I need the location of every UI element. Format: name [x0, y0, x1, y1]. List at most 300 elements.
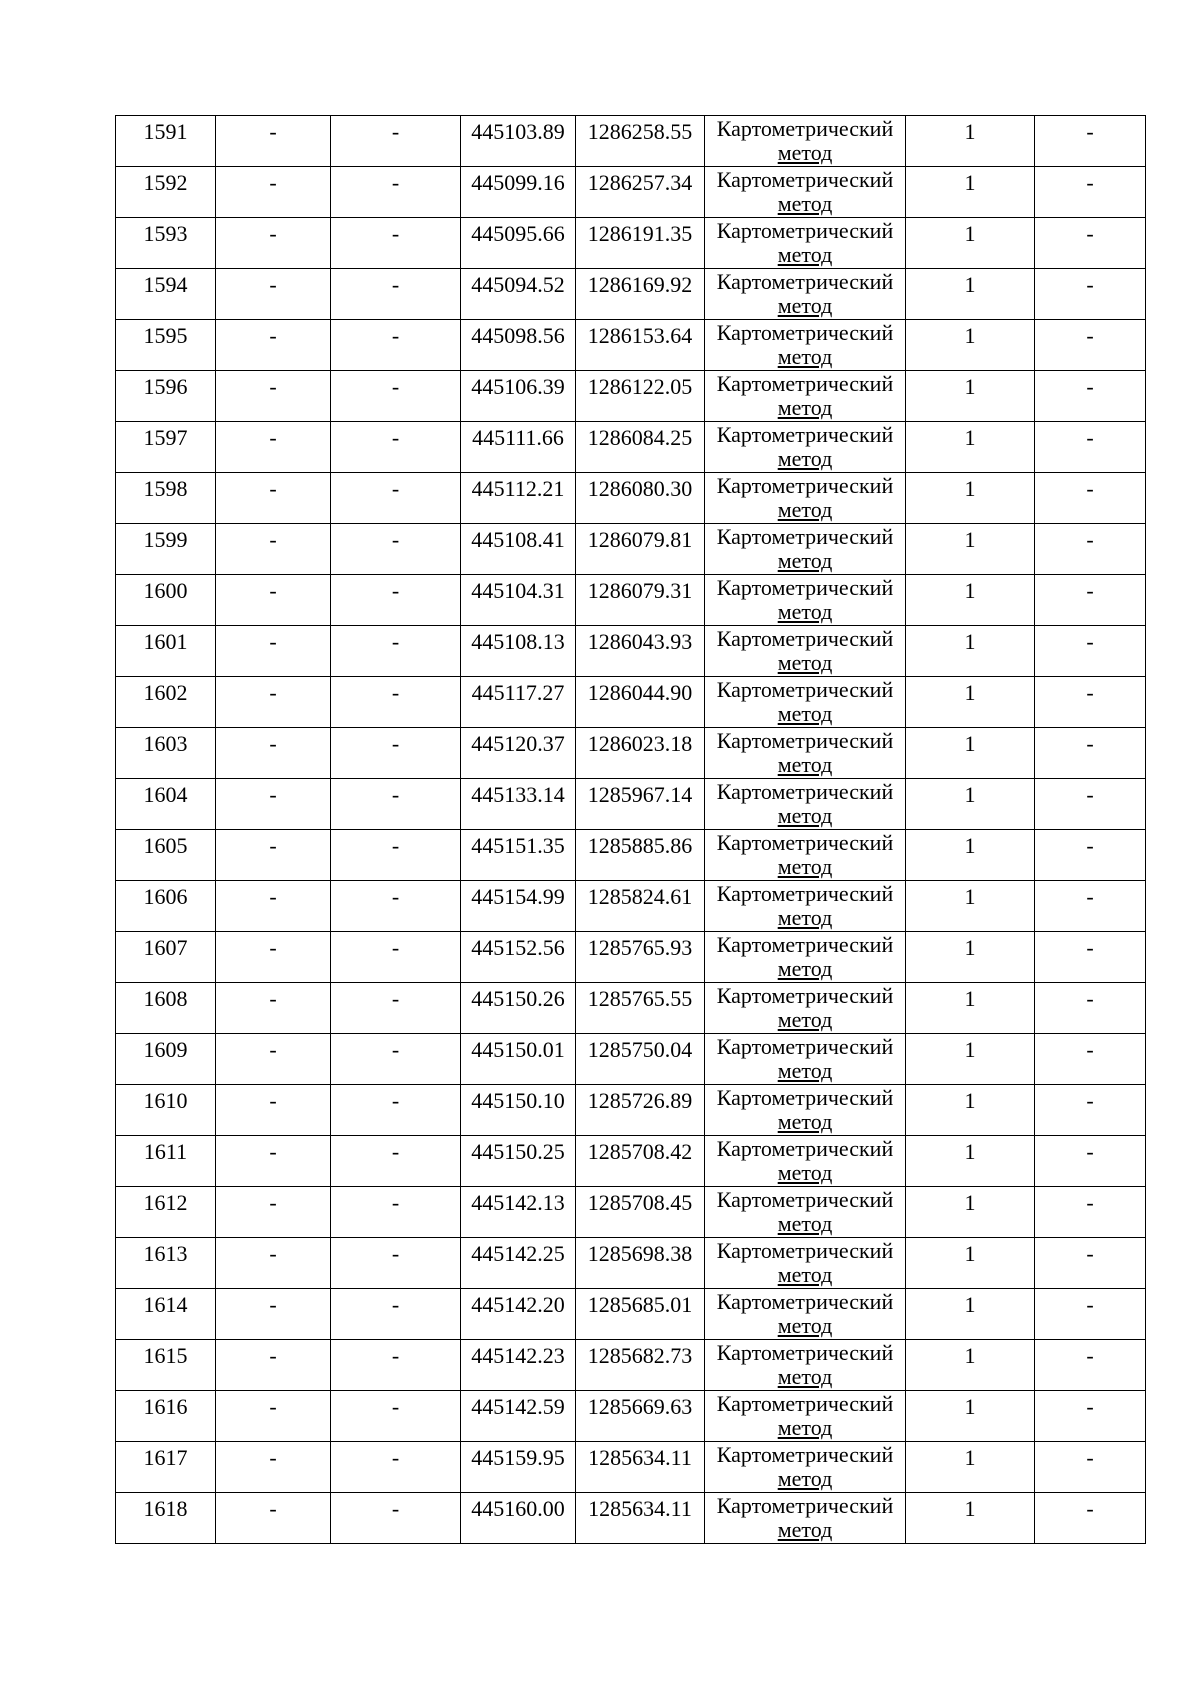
- table-row: [116, 626, 1146, 677]
- cell-col8: -: [1035, 1442, 1146, 1493]
- cell-col7: 1: [906, 1187, 1035, 1238]
- cell-col3: -: [331, 1493, 461, 1544]
- cell-y-coordinate: 1286080.30: [576, 473, 705, 524]
- cell-col3: -: [331, 218, 461, 269]
- cell-col3: -: [331, 1136, 461, 1187]
- cell-col2: -: [216, 1391, 331, 1442]
- cell-method: [705, 1187, 906, 1238]
- cell-col7: 1: [906, 167, 1035, 218]
- cell-point-number: 1592: [116, 167, 216, 218]
- cell-x-coordinate: 445106.39: [461, 371, 576, 422]
- method-line-1: Картометрический: [716, 1187, 894, 1212]
- cell-col2: -: [216, 830, 331, 881]
- cell-method: [705, 116, 906, 167]
- cell-point-number: 1605: [116, 830, 216, 881]
- cell-method: [705, 1136, 906, 1187]
- cell-col8: -: [1035, 779, 1146, 830]
- table-row: [116, 677, 1146, 728]
- method-line-2: метод: [777, 1415, 833, 1440]
- cell-x-coordinate: 445152.56: [461, 932, 576, 983]
- cell-col2: -: [216, 1136, 331, 1187]
- cell-point-number: 1598: [116, 473, 216, 524]
- cell-point-number: 1594: [116, 269, 216, 320]
- cell-col3: -: [331, 1238, 461, 1289]
- method-line-1: Картометрический: [716, 1034, 894, 1059]
- cell-col3: -: [331, 524, 461, 575]
- cell-col8: -: [1035, 983, 1146, 1034]
- cell-method: [705, 932, 906, 983]
- cell-col8: -: [1035, 830, 1146, 881]
- cell-point-number: 1591: [116, 116, 216, 167]
- method-line-1: Картометрический: [716, 473, 894, 498]
- cell-col3: -: [331, 269, 461, 320]
- cell-col2: -: [216, 320, 331, 371]
- cell-col2: -: [216, 116, 331, 167]
- cell-col3: -: [331, 1289, 461, 1340]
- cell-col2: -: [216, 1187, 331, 1238]
- cell-y-coordinate: 1285885.86: [576, 830, 705, 881]
- cell-y-coordinate: 1285967.14: [576, 779, 705, 830]
- cell-method: [705, 269, 906, 320]
- method-line-1: Картометрический: [716, 422, 894, 447]
- method-line-2: метод: [777, 1211, 833, 1236]
- cell-x-coordinate: 445142.23: [461, 1340, 576, 1391]
- method-line-2: метод: [777, 395, 833, 420]
- method-line-1: Картометрический: [716, 1136, 894, 1161]
- cell-col8: -: [1035, 473, 1146, 524]
- cell-point-number: 1612: [116, 1187, 216, 1238]
- cell-y-coordinate: 1285765.55: [576, 983, 705, 1034]
- cell-col7: 1: [906, 1136, 1035, 1187]
- cell-method: [705, 1085, 906, 1136]
- cell-col7: 1: [906, 575, 1035, 626]
- cell-y-coordinate: 1286043.93: [576, 626, 705, 677]
- cell-col7: 1: [906, 728, 1035, 779]
- cell-point-number: 1601: [116, 626, 216, 677]
- cell-col8: -: [1035, 677, 1146, 728]
- cell-y-coordinate: 1286079.31: [576, 575, 705, 626]
- cell-point-number: 1599: [116, 524, 216, 575]
- cell-method: [705, 626, 906, 677]
- cell-col3: -: [331, 881, 461, 932]
- method-line-2: метод: [777, 701, 833, 726]
- table-row: [116, 830, 1146, 881]
- table-row: [116, 1442, 1146, 1493]
- cell-col7: 1: [906, 1340, 1035, 1391]
- method-line-1: Картометрический: [716, 1238, 894, 1263]
- cell-col8: -: [1035, 1493, 1146, 1544]
- cell-col8: -: [1035, 1034, 1146, 1085]
- table-row: [116, 1085, 1146, 1136]
- cell-method: [705, 677, 906, 728]
- method-line-1: Картометрический: [716, 1340, 894, 1365]
- cell-col8: -: [1035, 1085, 1146, 1136]
- cell-col3: -: [331, 473, 461, 524]
- cell-x-coordinate: 445108.13: [461, 626, 576, 677]
- cell-x-coordinate: 445103.89: [461, 116, 576, 167]
- cell-x-coordinate: 445151.35: [461, 830, 576, 881]
- cell-x-coordinate: 445111.66: [461, 422, 576, 473]
- cell-method: [705, 1493, 906, 1544]
- method-line-1: Картометрический: [716, 371, 894, 396]
- method-line-2: метод: [777, 344, 833, 369]
- cell-y-coordinate: 1286084.25: [576, 422, 705, 473]
- cell-col7: 1: [906, 1442, 1035, 1493]
- cell-y-coordinate: 1285682.73: [576, 1340, 705, 1391]
- cell-col8: -: [1035, 422, 1146, 473]
- cell-col3: -: [331, 779, 461, 830]
- table-row: [116, 473, 1146, 524]
- cell-col2: -: [216, 269, 331, 320]
- cell-col3: -: [331, 983, 461, 1034]
- cell-col7: 1: [906, 422, 1035, 473]
- cell-y-coordinate: 1286153.64: [576, 320, 705, 371]
- cell-col7: 1: [906, 1493, 1035, 1544]
- cell-col3: -: [331, 728, 461, 779]
- cell-y-coordinate: 1286023.18: [576, 728, 705, 779]
- cell-col8: -: [1035, 116, 1146, 167]
- method-line-1: Картометрический: [716, 1289, 894, 1314]
- cell-col7: 1: [906, 1034, 1035, 1085]
- table-row: [116, 218, 1146, 269]
- cell-col2: -: [216, 626, 331, 677]
- cell-col8: -: [1035, 1340, 1146, 1391]
- cell-col8: -: [1035, 575, 1146, 626]
- method-line-2: метод: [777, 1160, 833, 1185]
- cell-col8: -: [1035, 1136, 1146, 1187]
- method-line-2: метод: [777, 752, 833, 777]
- table-row: [116, 728, 1146, 779]
- method-line-2: метод: [777, 191, 833, 216]
- method-line-2: метод: [777, 956, 833, 981]
- table-row: [116, 1238, 1146, 1289]
- method-line-1: Картометрический: [716, 575, 894, 600]
- cell-method: [705, 1238, 906, 1289]
- cell-point-number: 1606: [116, 881, 216, 932]
- method-line-2: метод: [777, 854, 833, 879]
- cell-x-coordinate: 445112.21: [461, 473, 576, 524]
- cell-method: [705, 422, 906, 473]
- cell-col8: -: [1035, 932, 1146, 983]
- cell-col2: -: [216, 983, 331, 1034]
- cell-method: [705, 1391, 906, 1442]
- method-line-2: метод: [777, 497, 833, 522]
- cell-col7: 1: [906, 371, 1035, 422]
- cell-col8: -: [1035, 371, 1146, 422]
- cell-col2: -: [216, 881, 331, 932]
- cell-col2: -: [216, 1085, 331, 1136]
- method-line-2: метод: [777, 293, 833, 318]
- cell-col3: -: [331, 1340, 461, 1391]
- table-row: [116, 983, 1146, 1034]
- cell-point-number: 1611: [116, 1136, 216, 1187]
- table-row: [116, 881, 1146, 932]
- method-line-2: метод: [777, 1058, 833, 1083]
- table-row: [116, 575, 1146, 626]
- table-row: [116, 1034, 1146, 1085]
- cell-col8: -: [1035, 269, 1146, 320]
- method-line-2: метод: [777, 140, 833, 165]
- table-row: [116, 116, 1146, 167]
- method-line-1: Картометрический: [716, 1442, 894, 1467]
- cell-y-coordinate: 1285708.45: [576, 1187, 705, 1238]
- cell-x-coordinate: 445133.14: [461, 779, 576, 830]
- cell-col2: -: [216, 218, 331, 269]
- method-line-1: Картометрический: [716, 524, 894, 549]
- cell-method: [705, 575, 906, 626]
- cell-col2: -: [216, 1238, 331, 1289]
- cell-y-coordinate: 1285669.63: [576, 1391, 705, 1442]
- cell-point-number: 1607: [116, 932, 216, 983]
- table-row: [116, 1493, 1146, 1544]
- cell-y-coordinate: 1286258.55: [576, 116, 705, 167]
- method-line-2: метод: [777, 446, 833, 471]
- cell-method: [705, 1442, 906, 1493]
- cell-col7: 1: [906, 1289, 1035, 1340]
- cell-method: [705, 167, 906, 218]
- cell-x-coordinate: 445120.37: [461, 728, 576, 779]
- cell-col8: -: [1035, 1238, 1146, 1289]
- cell-col8: -: [1035, 1391, 1146, 1442]
- cell-y-coordinate: 1286169.92: [576, 269, 705, 320]
- cell-col3: -: [331, 422, 461, 473]
- cell-point-number: 1602: [116, 677, 216, 728]
- cell-col2: -: [216, 371, 331, 422]
- cell-col3: -: [331, 1391, 461, 1442]
- cell-col3: -: [331, 116, 461, 167]
- cell-col2: -: [216, 677, 331, 728]
- method-line-2: метод: [777, 1313, 833, 1338]
- cell-col2: -: [216, 167, 331, 218]
- cell-x-coordinate: 445108.41: [461, 524, 576, 575]
- method-line-1: Картометрический: [716, 932, 894, 957]
- cell-x-coordinate: 445117.27: [461, 677, 576, 728]
- table-row: [116, 932, 1146, 983]
- cell-point-number: 1614: [116, 1289, 216, 1340]
- cell-y-coordinate: 1286122.05: [576, 371, 705, 422]
- cell-col3: -: [331, 1085, 461, 1136]
- method-line-1: Картометрический: [716, 677, 894, 702]
- cell-col7: 1: [906, 116, 1035, 167]
- cell-col3: -: [331, 626, 461, 677]
- cell-y-coordinate: 1286044.90: [576, 677, 705, 728]
- cell-col8: -: [1035, 218, 1146, 269]
- method-line-2: метод: [777, 1109, 833, 1134]
- cell-col7: 1: [906, 1238, 1035, 1289]
- cell-col2: -: [216, 728, 331, 779]
- cell-point-number: 1600: [116, 575, 216, 626]
- cell-point-number: 1610: [116, 1085, 216, 1136]
- method-line-2: метод: [777, 1517, 833, 1542]
- method-line-2: метод: [777, 548, 833, 573]
- method-line-1: Картометрический: [716, 167, 894, 192]
- cell-col2: -: [216, 932, 331, 983]
- cell-method: [705, 881, 906, 932]
- table-row: [116, 167, 1146, 218]
- cell-y-coordinate: 1285634.11: [576, 1493, 705, 1544]
- cell-x-coordinate: 445095.66: [461, 218, 576, 269]
- cell-col2: -: [216, 473, 331, 524]
- cell-x-coordinate: 445160.00: [461, 1493, 576, 1544]
- cell-col8: -: [1035, 626, 1146, 677]
- method-line-2: метод: [777, 1262, 833, 1287]
- cell-col7: 1: [906, 983, 1035, 1034]
- cell-col2: -: [216, 524, 331, 575]
- cell-col7: 1: [906, 881, 1035, 932]
- cell-col7: 1: [906, 626, 1035, 677]
- cell-col2: -: [216, 1034, 331, 1085]
- cell-x-coordinate: 445142.13: [461, 1187, 576, 1238]
- cell-method: [705, 218, 906, 269]
- method-line-1: Картометрический: [716, 320, 894, 345]
- cell-col2: -: [216, 1442, 331, 1493]
- method-line-1: Картометрический: [716, 116, 894, 141]
- method-line-2: метод: [777, 1007, 833, 1032]
- method-line-2: метод: [777, 650, 833, 675]
- cell-y-coordinate: 1285634.11: [576, 1442, 705, 1493]
- cell-col3: -: [331, 830, 461, 881]
- cell-col7: 1: [906, 932, 1035, 983]
- cell-col7: 1: [906, 524, 1035, 575]
- cell-col2: -: [216, 575, 331, 626]
- method-line-1: Картометрический: [716, 218, 894, 243]
- cell-method: [705, 1034, 906, 1085]
- cell-col8: -: [1035, 1187, 1146, 1238]
- table-row: [116, 1289, 1146, 1340]
- method-line-1: Картометрический: [716, 779, 894, 804]
- cell-point-number: 1604: [116, 779, 216, 830]
- cell-method: [705, 1289, 906, 1340]
- cell-col3: -: [331, 1034, 461, 1085]
- cell-y-coordinate: 1285698.38: [576, 1238, 705, 1289]
- cell-point-number: 1593: [116, 218, 216, 269]
- table-row: [116, 1136, 1146, 1187]
- method-line-1: Картометрический: [716, 983, 894, 1008]
- cell-y-coordinate: 1285765.93: [576, 932, 705, 983]
- cell-col2: -: [216, 422, 331, 473]
- cell-point-number: 1609: [116, 1034, 216, 1085]
- table-row: [116, 1340, 1146, 1391]
- cell-y-coordinate: 1285685.01: [576, 1289, 705, 1340]
- cell-col3: -: [331, 932, 461, 983]
- cell-point-number: 1596: [116, 371, 216, 422]
- cell-point-number: 1595: [116, 320, 216, 371]
- cell-method: [705, 524, 906, 575]
- method-line-1: Картометрический: [716, 881, 894, 906]
- cell-x-coordinate: 445104.31: [461, 575, 576, 626]
- cell-col3: -: [331, 677, 461, 728]
- cell-x-coordinate: 445159.95: [461, 1442, 576, 1493]
- cell-method: [705, 983, 906, 1034]
- cell-method: [705, 473, 906, 524]
- table-row: [116, 371, 1146, 422]
- cell-y-coordinate: 1285750.04: [576, 1034, 705, 1085]
- cell-x-coordinate: 445099.16: [461, 167, 576, 218]
- cell-x-coordinate: 445142.59: [461, 1391, 576, 1442]
- cell-col3: -: [331, 371, 461, 422]
- cell-col7: 1: [906, 1391, 1035, 1442]
- cell-x-coordinate: 445094.52: [461, 269, 576, 320]
- cell-col2: -: [216, 1340, 331, 1391]
- cell-method: [705, 830, 906, 881]
- cell-method: [705, 1340, 906, 1391]
- table-row: [116, 1391, 1146, 1442]
- method-line-2: метод: [777, 242, 833, 267]
- cell-col8: -: [1035, 320, 1146, 371]
- cell-y-coordinate: 1286079.81: [576, 524, 705, 575]
- cell-x-coordinate: 445150.01: [461, 1034, 576, 1085]
- cell-col8: -: [1035, 728, 1146, 779]
- cell-col8: -: [1035, 524, 1146, 575]
- cell-col2: -: [216, 1493, 331, 1544]
- method-line-1: Картометрический: [716, 626, 894, 651]
- cell-x-coordinate: 445142.25: [461, 1238, 576, 1289]
- cell-x-coordinate: 445098.56: [461, 320, 576, 371]
- table-row: [116, 1187, 1146, 1238]
- method-line-2: метод: [777, 1466, 833, 1491]
- table-row: [116, 422, 1146, 473]
- cell-point-number: 1617: [116, 1442, 216, 1493]
- cell-col7: 1: [906, 218, 1035, 269]
- method-line-2: метод: [777, 599, 833, 624]
- method-line-1: Картометрический: [716, 1391, 894, 1416]
- method-line-1: Картометрический: [716, 269, 894, 294]
- cell-col7: 1: [906, 269, 1035, 320]
- cell-point-number: 1613: [116, 1238, 216, 1289]
- cell-y-coordinate: 1286191.35: [576, 218, 705, 269]
- cell-col8: -: [1035, 167, 1146, 218]
- method-line-2: метод: [777, 905, 833, 930]
- cell-col3: -: [331, 320, 461, 371]
- cell-col2: -: [216, 1289, 331, 1340]
- table-row: [116, 779, 1146, 830]
- table-row: [116, 524, 1146, 575]
- cell-col3: -: [331, 167, 461, 218]
- method-line-1: Картометрический: [716, 1085, 894, 1110]
- cell-y-coordinate: 1285708.42: [576, 1136, 705, 1187]
- cell-point-number: 1615: [116, 1340, 216, 1391]
- cell-col7: 1: [906, 677, 1035, 728]
- cell-col7: 1: [906, 1085, 1035, 1136]
- cell-col3: -: [331, 1442, 461, 1493]
- cell-point-number: 1616: [116, 1391, 216, 1442]
- cell-point-number: 1618: [116, 1493, 216, 1544]
- cell-point-number: 1608: [116, 983, 216, 1034]
- cell-point-number: 1597: [116, 422, 216, 473]
- table-row: [116, 320, 1146, 371]
- cell-col2: -: [216, 779, 331, 830]
- cell-x-coordinate: 445142.20: [461, 1289, 576, 1340]
- cell-method: [705, 728, 906, 779]
- cell-x-coordinate: 445150.26: [461, 983, 576, 1034]
- method-line-1: Картометрический: [716, 1493, 894, 1518]
- cell-x-coordinate: 445150.10: [461, 1085, 576, 1136]
- table-row: [116, 269, 1146, 320]
- cell-col3: -: [331, 575, 461, 626]
- cell-point-number: 1603: [116, 728, 216, 779]
- cell-col7: 1: [906, 830, 1035, 881]
- cell-y-coordinate: 1286257.34: [576, 167, 705, 218]
- cell-method: [705, 779, 906, 830]
- cell-x-coordinate: 445150.25: [461, 1136, 576, 1187]
- method-line-1: Картометрический: [716, 830, 894, 855]
- coordinates-table: [115, 115, 1146, 1544]
- cell-col7: 1: [906, 320, 1035, 371]
- cell-method: [705, 320, 906, 371]
- cell-col7: 1: [906, 779, 1035, 830]
- cell-method: [705, 371, 906, 422]
- cell-col7: 1: [906, 473, 1035, 524]
